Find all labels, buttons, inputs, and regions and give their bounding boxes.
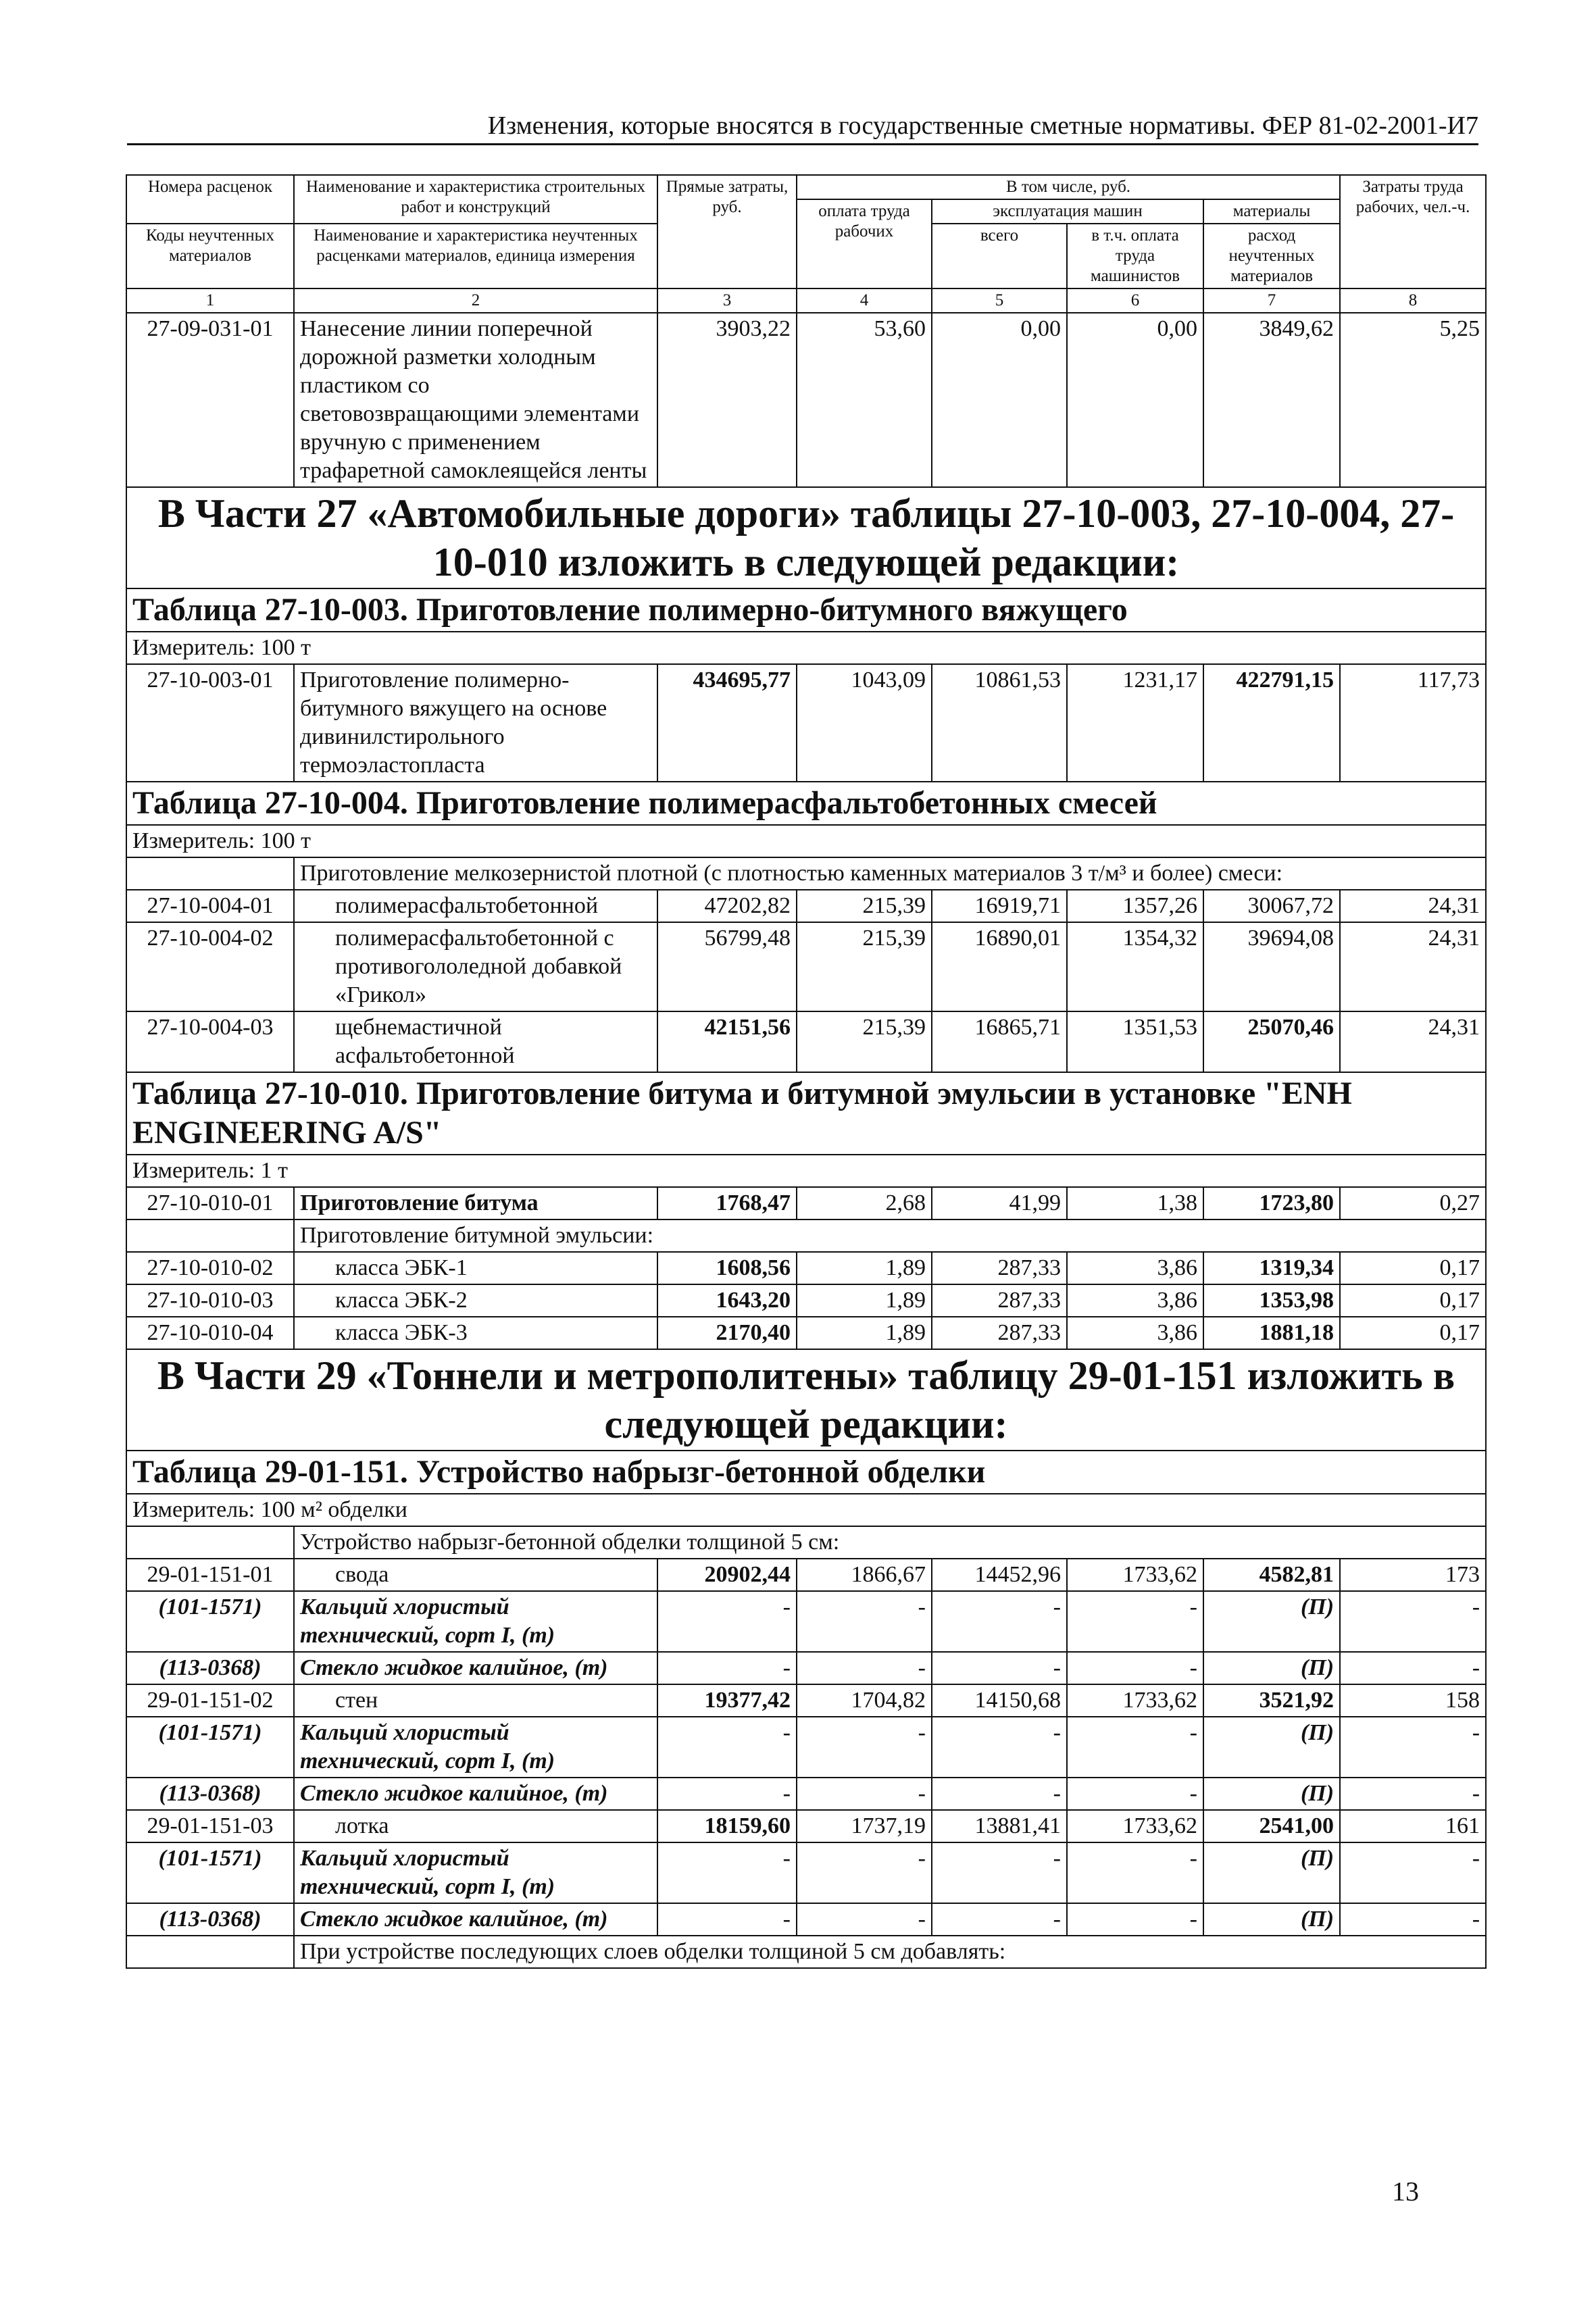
table-unit: Измеритель: 100 т	[126, 632, 1486, 664]
rate-value: 3,86	[1067, 1317, 1203, 1349]
dash-cell: -	[932, 1717, 1067, 1778]
col-index: 3	[657, 288, 797, 313]
col-header-incl: В том числе, руб.	[797, 175, 1340, 199]
col-header-machinists-pay: в т.ч. оплата труда машинистов	[1067, 224, 1203, 288]
dash-cell: -	[657, 1717, 797, 1778]
rate-value: 3849,62	[1203, 313, 1340, 487]
rate-value: 1608,56	[657, 1252, 797, 1284]
rate-value: 13881,41	[932, 1810, 1067, 1842]
rate-value: 16890,01	[932, 922, 1067, 1011]
rate-value: 16865,71	[932, 1011, 1067, 1072]
rate-name: полимерасфальтобетонной с противогололедной добавкой «Грикол»	[294, 922, 657, 1011]
dash-cell: -	[1067, 1842, 1203, 1903]
rate-row	[126, 1559, 1486, 1591]
rates-table	[126, 174, 1487, 1969]
rate-code: 29-01-151-02	[126, 1684, 294, 1717]
subhead-row	[126, 1526, 1486, 1559]
rate-value: 3,86	[1067, 1252, 1203, 1284]
rate-row	[126, 1810, 1486, 1842]
rate-value: 422791,15	[1203, 664, 1340, 782]
rate-value: 434695,77	[657, 664, 797, 782]
table-title	[126, 782, 1486, 825]
dash-cell: -	[797, 1717, 932, 1778]
table-title	[126, 1072, 1486, 1155]
table-title: Таблица 27-10-010. Приготовление битума и битумной эмульсии в установке "ENH ENGINEERING A/S"	[126, 1072, 1486, 1155]
rate-value: 10861,53	[932, 664, 1067, 782]
page-number: 13	[1392, 2176, 1419, 2207]
col-header-name: Наименование и характеристика строительных работ и конструкций	[294, 175, 657, 224]
rate-value: 18159,60	[657, 1810, 797, 1842]
subhead-text: Приготовление битумной эмульсии:	[294, 1219, 1486, 1252]
rate-value: 1357,26	[1067, 890, 1203, 922]
rate-value: 1704,82	[797, 1684, 932, 1717]
rate-value: 1353,98	[1203, 1284, 1340, 1317]
col-index: 2	[294, 288, 657, 313]
rate-code: 27-10-010-04	[126, 1317, 294, 1349]
dash-cell: -	[1340, 1591, 1486, 1652]
rate-name: щебнемастичной асфальтобетонной	[294, 1011, 657, 1072]
rate-value: 1733,62	[1067, 1559, 1203, 1591]
rate-value: 56799,48	[657, 922, 797, 1011]
rate-value: 0,17	[1340, 1252, 1486, 1284]
table-unit	[126, 1155, 1486, 1187]
rate-value: 14452,96	[932, 1559, 1067, 1591]
dash-cell: -	[657, 1842, 797, 1903]
dash-cell: -	[1340, 1778, 1486, 1810]
rate-value: 117,73	[1340, 664, 1486, 782]
rate-code: 27-10-003-01	[126, 664, 294, 782]
rate-code: 29-01-151-03	[126, 1810, 294, 1842]
material-flag: (П)	[1203, 1842, 1340, 1903]
material-flag: (П)	[1203, 1717, 1340, 1778]
rate-value: 3521,92	[1203, 1684, 1340, 1717]
material-flag: (П)	[1203, 1778, 1340, 1810]
col-index: 1	[126, 288, 294, 313]
rate-value: 1,89	[797, 1317, 932, 1349]
rate-value: 0,27	[1340, 1187, 1486, 1219]
rate-value: 39694,08	[1203, 922, 1340, 1011]
dash-cell: -	[1067, 1591, 1203, 1652]
rate-code: 29-01-151-01	[126, 1559, 294, 1591]
material-code: (113-0368)	[126, 1903, 294, 1936]
rate-value: 173	[1340, 1559, 1486, 1591]
subhead-text: Приготовление мелкозернистой плотной (с плотностью каменных материалов 3 т/м³ и более) смеси:	[294, 857, 1486, 890]
rate-value: 0,17	[1340, 1317, 1486, 1349]
rate-value: 1043,09	[797, 664, 932, 782]
rate-value: 24,31	[1340, 890, 1486, 922]
table-unit: Измеритель: 100 т	[126, 825, 1486, 857]
rate-value: 24,31	[1340, 1011, 1486, 1072]
rate-value: 3903,22	[657, 313, 797, 487]
material-name: Стекло жидкое калийное, (т)	[294, 1652, 657, 1684]
rate-value: 0,00	[932, 313, 1067, 487]
dash-cell: -	[932, 1778, 1067, 1810]
rate-code: 27-10-010-01	[126, 1187, 294, 1219]
dash-cell: -	[932, 1591, 1067, 1652]
material-code: (113-0368)	[126, 1778, 294, 1810]
rate-code: 27-10-004-03	[126, 1011, 294, 1072]
rate-value: 0,00	[1067, 313, 1203, 487]
empty-cell	[126, 1219, 294, 1252]
col-header-codes: Номера расценок	[126, 175, 294, 224]
subhead-text: При устройстве последующих слоев обделки толщиной 5 см добавлять:	[294, 1936, 1486, 1968]
rate-value: 4582,81	[1203, 1559, 1340, 1591]
dash-cell: -	[657, 1591, 797, 1652]
rate-code: 27-09-031-01	[126, 313, 294, 487]
material-flag: (П)	[1203, 1903, 1340, 1936]
rate-value: 14150,68	[932, 1684, 1067, 1717]
rate-name: класса ЭБК-3	[294, 1317, 657, 1349]
rate-row	[126, 1684, 1486, 1717]
rate-value: 1768,47	[657, 1187, 797, 1219]
empty-cell	[126, 1936, 294, 1968]
rate-value: 1723,80	[1203, 1187, 1340, 1219]
table-title: Таблица 27-10-003. Приготовление полимерно-битумного вяжущего	[126, 588, 1486, 632]
material-name: Кальций хлористый технический, сорт I, (т)	[294, 1591, 657, 1652]
rate-value: 1733,62	[1067, 1810, 1203, 1842]
rate-value: 1,89	[797, 1284, 932, 1317]
col-header-machines: эксплуатация машин	[932, 199, 1203, 224]
dash-cell: -	[797, 1903, 932, 1936]
dash-cell: -	[932, 1652, 1067, 1684]
material-code: (101-1571)	[126, 1842, 294, 1903]
rate-value: 20902,44	[657, 1559, 797, 1591]
rate-name: стен	[294, 1684, 657, 1717]
table-unit: Измеритель: 1 т	[126, 1155, 1486, 1187]
rate-row	[126, 1187, 1486, 1219]
rate-value: 1354,32	[1067, 922, 1203, 1011]
section-heading	[126, 1349, 1486, 1451]
rate-value: 25070,46	[1203, 1011, 1340, 1072]
col-header-machines-total: всего	[932, 224, 1067, 288]
rate-row	[126, 890, 1486, 922]
rate-value: 1,38	[1067, 1187, 1203, 1219]
rate-name: Приготовление битума	[294, 1187, 657, 1219]
col-header-material-codes: Коды неучтенных материалов	[126, 224, 294, 288]
material-row	[126, 1842, 1486, 1903]
rate-value: 16919,71	[932, 890, 1067, 922]
empty-cell	[126, 1526, 294, 1559]
header-index-row	[126, 288, 1486, 313]
dash-cell: -	[657, 1903, 797, 1936]
table-unit	[126, 632, 1486, 664]
col-header-materials: материалы	[1203, 199, 1340, 224]
rate-row	[126, 664, 1486, 782]
table-unit: Измеритель: 100 м² обделки	[126, 1494, 1486, 1526]
col-index: 8	[1340, 288, 1486, 313]
table-title	[126, 1451, 1486, 1494]
dash-cell: -	[1067, 1717, 1203, 1778]
rate-name: Приготовление полимерно-битумного вяжущего на основе дивинилстирольного термоэластопласта	[294, 664, 657, 782]
rate-value: 215,39	[797, 1011, 932, 1072]
empty-cell	[126, 857, 294, 890]
rate-value: 0,17	[1340, 1284, 1486, 1317]
rate-code: 27-10-010-02	[126, 1252, 294, 1284]
dash-cell: -	[797, 1652, 932, 1684]
rate-code: 27-10-004-02	[126, 922, 294, 1011]
dash-cell: -	[1067, 1652, 1203, 1684]
rate-value: 19377,42	[657, 1684, 797, 1717]
rate-value: 1319,34	[1203, 1252, 1340, 1284]
rate-value: 287,33	[932, 1284, 1067, 1317]
dash-cell: -	[657, 1652, 797, 1684]
material-name: Кальций хлористый технический, сорт I, (т)	[294, 1717, 657, 1778]
dash-cell: -	[1340, 1717, 1486, 1778]
section-heading: В Части 27 «Автомобильные дороги» таблицы 27-10-003, 27-10-004, 27-10-010 изложить в следующей редакции:	[126, 487, 1486, 588]
dash-cell: -	[797, 1778, 932, 1810]
subhead-text: Устройство набрызг-бетонной обделки толщиной 5 см:	[294, 1526, 1486, 1559]
rate-value: 2,68	[797, 1187, 932, 1219]
rate-value: 1881,18	[1203, 1317, 1340, 1349]
material-flag: (П)	[1203, 1652, 1340, 1684]
rate-value: 1351,53	[1067, 1011, 1203, 1072]
material-row	[126, 1652, 1486, 1684]
rate-value: 215,39	[797, 922, 932, 1011]
col-header-labor-pay: оплата труда рабочих	[797, 199, 932, 288]
rate-value: 47202,82	[657, 890, 797, 922]
subhead-row	[126, 1219, 1486, 1252]
col-header-labor-hours: Затраты труда рабочих, чел.-ч.	[1340, 175, 1486, 288]
material-row	[126, 1778, 1486, 1810]
table-title: Таблица 29-01-151. Устройство набрызг-бетонной обделки	[126, 1451, 1486, 1494]
dash-cell: -	[1067, 1903, 1203, 1936]
rate-value: 42151,56	[657, 1011, 797, 1072]
rate-value: 215,39	[797, 890, 932, 922]
dash-cell: -	[797, 1591, 932, 1652]
dash-cell: -	[1340, 1842, 1486, 1903]
rate-value: 287,33	[932, 1317, 1067, 1349]
rate-row	[126, 1317, 1486, 1349]
section-heading: В Части 29 «Тоннели и метрополитены» таблицу 29-01-151 изложить в следующей редакции:	[126, 1349, 1486, 1451]
material-code: (113-0368)	[126, 1652, 294, 1684]
dash-cell: -	[1067, 1778, 1203, 1810]
dash-cell: -	[797, 1842, 932, 1903]
table-title	[126, 588, 1486, 632]
header-row	[126, 175, 1486, 199]
rate-value: 2541,00	[1203, 1810, 1340, 1842]
rate-code: 27-10-004-01	[126, 890, 294, 922]
material-name: Стекло жидкое калийное, (т)	[294, 1903, 657, 1936]
col-header-direct: Прямые затраты, руб.	[657, 175, 797, 288]
col-index: 5	[932, 288, 1067, 313]
rate-value: 24,31	[1340, 922, 1486, 1011]
rate-value: 1231,17	[1067, 664, 1203, 782]
material-row	[126, 1903, 1486, 1936]
dash-cell: -	[657, 1778, 797, 1810]
rate-value: 161	[1340, 1810, 1486, 1842]
table-unit	[126, 825, 1486, 857]
subhead-row	[126, 857, 1486, 890]
table-unit	[126, 1494, 1486, 1526]
material-code: (101-1571)	[126, 1717, 294, 1778]
rate-value: 1737,19	[797, 1810, 932, 1842]
dash-cell: -	[1340, 1903, 1486, 1936]
col-index: 6	[1067, 288, 1203, 313]
material-flag: (П)	[1203, 1591, 1340, 1652]
dash-cell: -	[932, 1842, 1067, 1903]
material-row	[126, 1591, 1486, 1652]
rate-name: лотка	[294, 1810, 657, 1842]
rate-value: 53,60	[797, 313, 932, 487]
rate-value: 30067,72	[1203, 890, 1340, 922]
rate-value: 1866,67	[797, 1559, 932, 1591]
table-title: Таблица 27-10-004. Приготовление полимерасфальтобетонных смесей	[126, 782, 1486, 825]
rate-value: 2170,40	[657, 1317, 797, 1349]
rate-value: 3,86	[1067, 1284, 1203, 1317]
rate-value: 1733,62	[1067, 1684, 1203, 1717]
rate-value: 287,33	[932, 1252, 1067, 1284]
subhead-row	[126, 1936, 1486, 1968]
material-name: Стекло жидкое калийное, (т)	[294, 1778, 657, 1810]
rate-name: полимерасфальтобетонной	[294, 890, 657, 922]
rate-value: 5,25	[1340, 313, 1486, 487]
rate-row	[126, 1011, 1486, 1072]
page-header: Изменения, которые вносятся в государственные сметные нормативы. ФЕР 81-02-2001-И7	[127, 109, 1478, 145]
rate-value: 158	[1340, 1684, 1486, 1717]
rate-name: класса ЭБК-2	[294, 1284, 657, 1317]
section-heading	[126, 487, 1486, 588]
rate-row	[126, 1252, 1486, 1284]
dash-cell: -	[1340, 1652, 1486, 1684]
rate-code: 27-10-010-03	[126, 1284, 294, 1317]
rate-name: класса ЭБК-1	[294, 1252, 657, 1284]
rate-name: свода	[294, 1559, 657, 1591]
rate-row	[126, 1284, 1486, 1317]
col-header-material-names: Наименование и характеристика неучтенных расценками материалов, единица измерения	[294, 224, 657, 288]
rate-row	[126, 922, 1486, 1011]
rate-value: 41,99	[932, 1187, 1067, 1219]
material-name: Кальций хлористый технический, сорт I, (т)	[294, 1842, 657, 1903]
rate-value: 1643,20	[657, 1284, 797, 1317]
dash-cell: -	[932, 1903, 1067, 1936]
rate-name: Нанесение линии поперечной дорожной разметки холодным пластиком со световозвращающими элементами вручную с применением трафаретной самоклеящейся ленты	[294, 313, 657, 487]
material-row	[126, 1717, 1486, 1778]
rate-value: 1,89	[797, 1252, 932, 1284]
material-code: (101-1571)	[126, 1591, 294, 1652]
col-header-material-use: расход неучтенных материалов	[1203, 224, 1340, 288]
rate-row	[126, 313, 1486, 487]
col-index: 4	[797, 288, 932, 313]
col-index: 7	[1203, 288, 1340, 313]
